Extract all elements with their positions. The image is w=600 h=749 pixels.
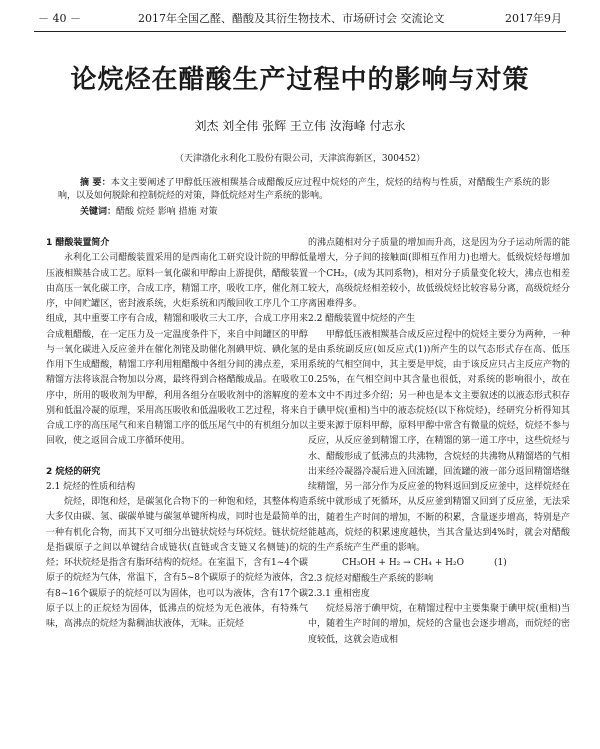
running-header (34, 9, 566, 32)
subsection-heading: 2.3.1 重相密度 (308, 588, 370, 599)
conference-name: 2017年全国乙醛、醋酸及其衍生物技术、市场研讨会 交流论文 (138, 12, 445, 25)
section-heading: 1 醋酸装置简介 (46, 238, 110, 248)
paragraph: 永利化工公司醋酸装置采用的是西南化工研究设计院的甲醇低压液相羰基合成工艺。原料一氧化碳和甲醇由上游提供，醋酸装置由高压一氧化碳工序，合成工序，精馏工序，吸收工序，催化剂工序，中间贮罐区，密封液系统，火炬系统和丙酸回收工序几个工序组成，其中重要工序有合成，精馏和吸收三大工序，合成工序用来合成粗醋酸，在一定压力及一定温度条件下，来自中间罐区的甲醇与一氧化碳进入反应釜并在催化剂铑及助催化剂碘甲烷、碘化氢的作用下生成醋酸，精馏工序利用粗醋酸中各组分间的沸点差，采用精馏方法将该混合物加以分离，最终得到合格醋酸成品。在吸收工序中，所用的吸收剂为甲醇，利用各组分在吸收剂中的溶解度的差别和低温冷凝的原理，采用高压吸收和低温吸收工艺过程，将来自合成工序的高压尾气和来自精馏工序的低压尾气中的有机组分加以回收，使之返回合成工序循环使用。 (46, 253, 308, 447)
subsection-heading: 2.2 醋酸装置中烷烃的产生 (308, 314, 416, 325)
paragraph: 甲醇低压液相羰基合成反应过程中的烷烃主要分为两种，一种是由系统副反应(如反应式(1))所产生的以气态形式存在高、低压系统的气相空间中，其主要是甲烷，由于该反应只占主反应产物的0.25%，在气相空间中其含量也很低，对系统的影响很小，故在本文中不再过多介绍；另一种也是本文主要叙述的以液态形式积存于碘甲烷(重相)当中的液态烷烃(以下称烷烃)，经研究分析得知其主要来源于原料甲醇，原料甲醇中常含有微量的烷烃，烷烃不参与反应，从反应釜到精馏工序，在精馏的第一道工序中，这些烷烃与水、醋酸形成了低沸点的共沸物，含烷烃的共沸物从精馏塔的气相出来经冷凝器冷凝后进入回流罐，回流罐的液一部分返回精馏塔继续精馏，另一部分作为反应釜的物料返回到反应釜中，这样烷烃在系统中就形成了死循环，从反应釜到精馏又回到了反应釜，无法采出，随着生产时间的增加，不断的积累，含量逐步增高，特别是产能越高，烷烃的积累速度越快，当其含量达到4%时，就会对醋酸的生产系统产生严重的影响。 (308, 329, 570, 553)
paragraph: 烷烃，即饱和烃，是碳氢化合物下的一种饱和烃，其整体构造大多仅由碳、氢、碳碳单键与碳氢单键所构成，同时也是最简单的一种有机化合物，而其下又可细分出链状烷烃与环烷烃。链状烷烃是指碳原子之间以单键结合成链状(直链或含支链又名侧链)的烷烃；环状烷烃是指含有脂环结构的烷烃。在室温下，含有1~4个碳原子的烷烃为气体，常温下，含有5~8个碳原子的烷烃为液体，含有8~16个碳原子的烷烃可以为固体，也可以为液体，含有17个碳原子以上的正烷烃为固体，低沸点的烷烃为无色液体，有特殊气味，高沸点的烷烃为黏稠油状液体，无味。正烷烃 (46, 497, 308, 629)
abstract-label: 摘 要： (80, 178, 111, 188)
equation-formula: CH₃OH + H₂ → CH₄ + H₂O (342, 558, 464, 569)
affiliation: （天津渤化永利化工股份有限公司，天津滨海新区，300452） (174, 154, 426, 164)
issue-date: 2017年9月 (505, 12, 562, 25)
abstract (58, 177, 550, 202)
equation-number: (1) (494, 558, 507, 569)
equation (308, 556, 570, 571)
paragraph: 的沸点随相对分子质量的增加而升高，这是因为分子运动所需的能量增大，分子间的接触面(即相互作用力)也增大。低级烷烃每增加一个CH₂，(成为其同系物)，相对分子质量变化较大，沸点也相差较大，高级烷烃相差较小，故低级烷烃比较容易分离，高级烷烃分离困难得多。 (308, 238, 570, 309)
abstract-text: 本文主要阐述了甲醇低压液相羰基合成醋酸反应过程中烷烃的产生，烷烃的结构与性质，对醋酸生产系统的影响，以及如何脱除和控制烷烃的对策，降低烷烃对生产系统的影响。 (58, 178, 550, 201)
paragraph: 烷烃易溶于碘甲烷，在精馏过程中主要集聚于碘甲烷(重相)当中，随着生产时间的增加，烷烃的含量也会逐步增高，而烷烃的密度较低，这就会造成相 (308, 604, 570, 645)
left-column (46, 236, 308, 632)
keywords (80, 206, 217, 218)
keywords-label: 关键词： (80, 207, 117, 217)
keywords-text: 醋酸 烷烃 影响 措施 对策 (116, 207, 218, 217)
subsection-heading: 2.3 烷烃对醋酸生产系统的影响 (308, 573, 434, 584)
subsection-heading: 2.1 烷烃的性质和结构 (46, 481, 136, 492)
page-number: － 40 － (38, 12, 81, 25)
author-list: 刘杰 刘全伟 张辉 王立伟 汝海峰 付志永 (194, 119, 406, 133)
section-heading: 2 烷烃的研究 (46, 466, 101, 477)
paper-title: 论烷烃在醋酸生产过程中的影响与对策 (70, 65, 530, 95)
right-column (308, 236, 570, 648)
